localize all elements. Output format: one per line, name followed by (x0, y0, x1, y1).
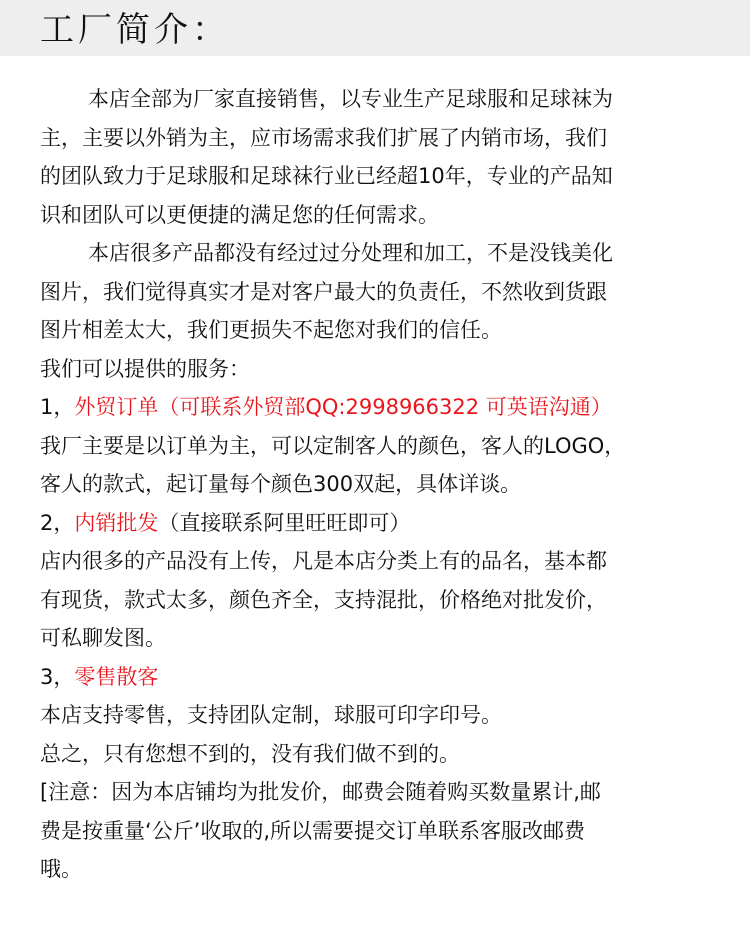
photos-line: 图片，我们觉得真实才是对客户最大的负责任，不然收到货跟 (40, 279, 607, 304)
service-title: 内销批发 (74, 510, 159, 535)
intro-line: 识和团队可以更便捷的满足您的任何需求。 (40, 202, 439, 227)
services-heading: 我们可以提供的服务： (40, 356, 250, 381)
service-number: 3， (40, 664, 75, 689)
intro-line: 主，主要以外销为主，应市场需求我们扩展了内销市场，我们 (40, 125, 607, 150)
service-line: 本店支持零售，支持团队定制，球服可印字印号。 (40, 703, 502, 727)
page-title: 工厂简介： (40, 10, 230, 50)
service-heading-line (40, 504, 720, 543)
service-number: 2， (40, 510, 75, 535)
header-bar (0, 0, 750, 56)
notice-line: 费是按重量‘公斤’收取的,所以需要提交订单联系客服改邮费 (40, 818, 586, 843)
service-wholesale (40, 504, 720, 658)
service-line: 我厂主要是以订单为主，可以定制客人的颜色，客人的LOGO， (40, 433, 626, 458)
service-retail (40, 658, 720, 735)
service-note: （可联系外贸部QQ:2998966322 可英语沟通） (158, 395, 612, 419)
summary-line: 总之，只有您想不到的，没有我们做不到的。 (40, 741, 460, 766)
service-title: 外贸订单 (74, 395, 159, 419)
service-number: 1， (40, 395, 75, 419)
service-line: 可私聊发图。 (40, 626, 166, 650)
service-foreign-trade (40, 388, 720, 504)
photos-line: 图片相差太大，我们更损失不起您对我们的信任。 (40, 318, 502, 342)
notice-paragraph (40, 773, 720, 889)
notice-line: [注意：因为本店铺均为批发价，邮费会随着购买数量累计,邮 (40, 780, 601, 804)
service-line: 客人的款式，起订量每个颜色300双起，具体详谈。 (40, 472, 522, 496)
service-note: （直接联系阿里旺旺即可） (158, 510, 411, 535)
service-heading-line (40, 658, 720, 697)
intro-line: 本店全部为厂家直接销售，以专业生产足球服和足球袜为 (88, 87, 613, 111)
service-line: 店内很多的产品没有上传，凡是本店分类上有的品名，基本都 (40, 549, 607, 573)
service-line: 有现货，款式太多，颜色齐全，支持混批，价格绝对批发价， (40, 587, 607, 612)
photos-paragraph (40, 234, 720, 350)
service-heading-line (40, 388, 720, 427)
intro-line: 的团队致力于足球服和足球袜行业已经超10年，专业的产品知 (40, 164, 613, 188)
notice-line: 哦。 (40, 857, 82, 881)
intro-paragraph (40, 80, 720, 234)
photos-line: 本店很多产品都没有经过过分处理和加工，不是没钱美化 (88, 241, 613, 265)
service-title: 零售散客 (74, 664, 159, 689)
content-body (40, 80, 720, 889)
